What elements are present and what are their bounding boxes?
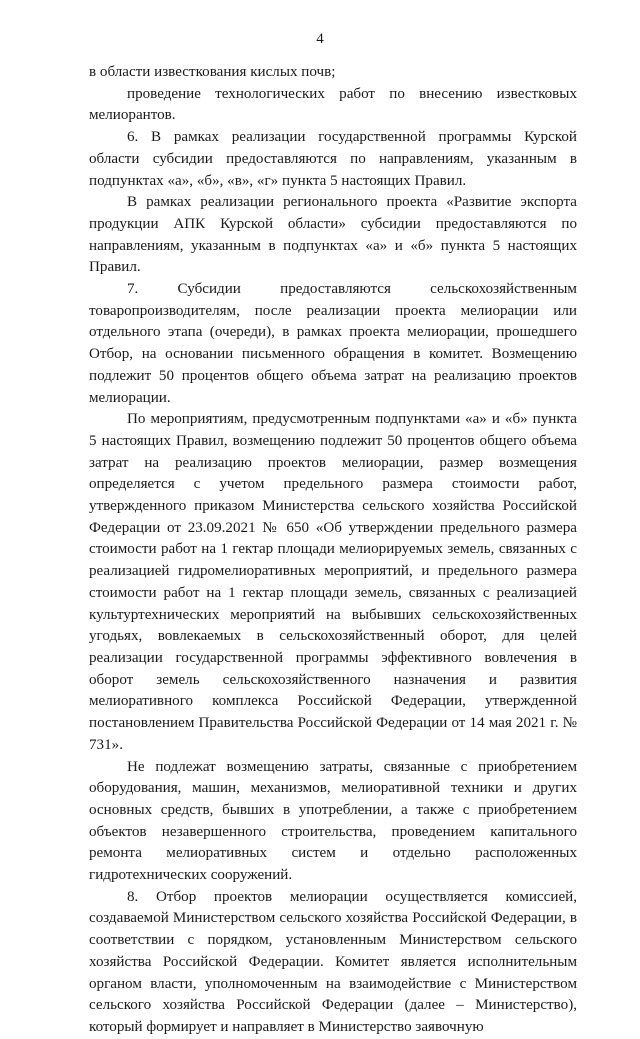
paragraph: Не подлежат возмещению затраты, связанные с приобретением оборудования, машин, механизмов, мелиоративной техники и других основных средств, бывших в употреблении, а также с приобретением объектов незавершенного строительства, проведением капитального ремонта мелиоративных систем и отдельно расположенных гидротехнических сооружений. [89, 758, 577, 884]
paragraph-item-7: 7. Субсидии предоставляются сельскохозяйственным товаропроизводителям, после реализации проекта мелиорации или отдельного этапа (очереди), в рамках проекта мелиорации, прошедшего Отбор, на основании письменного обращения в комитет. Возмещению подлежит 50 процентов общего объема затрат на реализацию проектов мелиорации. [89, 281, 577, 406]
paragraph: проведение технологических работ по внесению известковых мелиорантов. [89, 85, 577, 124]
document-body [89, 62, 577, 1039]
paragraph: По мероприятиям, предусмотренным подпунктами «а» и «б» пункта 5 настоящих Правил, возмещению подлежит 50 процентов общего объема затрат на реализацию проектов мелиорации, размер возмещения определяется с учетом предельного размера стоимости работ, утвержденного приказом Министерства сельского хозяйства Российской Федерации от 23.09.2021 № 650 «Об утверждении предельного размера стоимости работ на 1 гектар площади мелиорируемых земель, связанных с реализацией гидромелиоративных мероприятий, и предельного размера стоимости работ на 1 гектар площади земель, связанных с реализацией культуртехнических мероприятий на выбывших сельскохозяйственных угодьях, вовлекаемых в сельскохозяйственный оборот, для целей реализации государственной программы эффективного вовлечения в оборот земель сельскохозяйственного назначения и развития мелиоративного комплекса Российской Федерации, утвержденной постановлением Правительства Российской Федерации от 14 мая 2021 г. № 731». [89, 411, 577, 753]
page-number: 4 [316, 31, 324, 47]
paragraph-item-6: 6. В рамках реализации государственной программы Курской области субсидии предоставляются по направлениям, указанным в подпунктах «а», «б», «в», «г» пункта 5 настоящих Правил. [89, 129, 577, 189]
paragraph: в области известкования кислых почв; [89, 64, 336, 80]
paragraph-item-8: 8. Отбор проектов мелиорации осуществляется комиссией, создаваемой Министерством сельского хозяйства Российской Федерации, в соответствии с порядком, установленным Министерством сельского хозяйства Российской Федерации. Комитет является исполнительным органом власти, уполномоченным на взаимодействие с Министерством сельского хозяйства Российской Федерации (далее – Министерство), который формирует и направляет в Министерство заявочную [89, 888, 577, 1035]
paragraph: В рамках реализации регионального проекта «Развитие экспорта продукции АПК Курской области» субсидии предоставляются по направлениям, указанным в подпунктах «а» и «б» пункта 5 настоящих Правил. [89, 194, 577, 276]
